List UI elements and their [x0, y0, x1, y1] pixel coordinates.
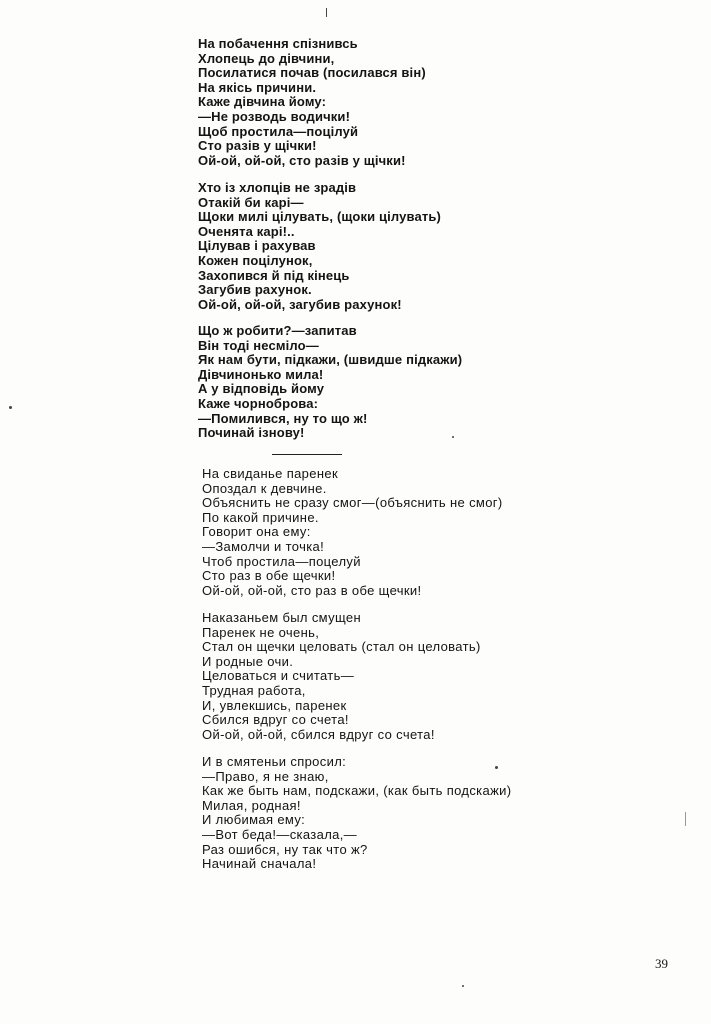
- verse-line: Опоздал к девчине.: [202, 480, 327, 496]
- paper-speck: [9, 406, 12, 409]
- verse-line: Цілував і рахував: [198, 238, 316, 254]
- verse-line: Чтоб простила—поцелуй: [202, 553, 361, 569]
- verse-line: Трудная работа,: [202, 682, 306, 698]
- verse-line: И в смятеньи спросил:: [202, 754, 347, 769]
- verse-line: По какой причине.: [202, 509, 319, 525]
- verse-line: Отакій би карі—: [198, 194, 304, 210]
- stanza-2: [198, 181, 558, 312]
- verse-line: Говорит она ему:: [202, 524, 311, 540]
- verse-line: —Замолчи и точка!: [202, 538, 325, 554]
- verse-line: Як нам бути, підкажи, (швидше підкажи): [198, 352, 463, 368]
- verse-line: Как же быть нам, подскажи, (как быть подскажи): [202, 783, 512, 799]
- verse-line: Ой-ой, ой-ой, сбился вдруг со счета!: [202, 726, 435, 742]
- verse-line: Посилатися почав (посилався він): [198, 65, 426, 81]
- verse-line: Раз ошибся, ну так что ж?: [202, 841, 368, 857]
- stanza-1: [198, 37, 558, 168]
- verse-line: И любимая ему:: [202, 812, 306, 828]
- verse-line: Він тоді несміло—: [198, 337, 319, 353]
- verse-line: —Помилився, ну то що ж!: [198, 410, 368, 426]
- verse-line: Починай ізнову!: [198, 425, 305, 441]
- verse-line: На якісь причини.: [198, 79, 317, 95]
- stanza-6: [202, 755, 562, 872]
- stanza-4: [202, 467, 562, 598]
- verse-line: —Не розводь водички!: [198, 108, 351, 124]
- paper-speck: [685, 812, 686, 826]
- paper-speck: [495, 766, 498, 769]
- stanza-5: [202, 611, 562, 742]
- verse-line: И, увлекшись, паренек: [202, 697, 347, 713]
- verse-line: Захопився й під кінець: [198, 267, 350, 283]
- verse-line: А у відповідь йому: [198, 381, 325, 397]
- verse-line: Оченята карі!..: [198, 223, 295, 239]
- stanza-3: [198, 324, 558, 441]
- verse-line: Ой-ой, ой-ой, загубив рахунок!: [198, 296, 402, 312]
- verse-line: На побачення спізнивсь: [198, 36, 358, 51]
- verse-line: Щоб простила—поцілуй: [198, 123, 359, 139]
- paper-speck: [452, 436, 454, 438]
- verse-line: Паренек не очень,: [202, 624, 320, 640]
- verse-line: Объяснить не сразу смог—(объяснить не смог): [202, 495, 503, 511]
- verse-line: Щоки милі цілувать, (щоки цілувать): [198, 209, 442, 225]
- verse-line: Стал он щечки целовать (стал он целовать): [202, 639, 481, 655]
- verse-line: На свиданье паренек: [202, 466, 338, 481]
- verse-line: Сто разів у щічки!: [198, 138, 317, 154]
- verse-line: И родные очи.: [202, 653, 294, 669]
- verse-line: Що ж робити?—запитав: [198, 323, 357, 338]
- verse-line: Начинай сначала!: [202, 856, 317, 872]
- verse-line: Наказаньем был смущен: [202, 610, 361, 625]
- verse-line: Ой-ой, ой-ой, сто разів у щічки!: [198, 152, 406, 168]
- verse-line: Милая, родная!: [202, 797, 301, 813]
- verse-line: Целоваться и считать—: [202, 668, 355, 684]
- paper-speck: [462, 985, 464, 987]
- verse-line: Дівчинонько мила!: [198, 366, 324, 382]
- section-divider: [272, 454, 342, 455]
- verse-line: —Вот беда!—сказала,—: [202, 826, 358, 842]
- verse-line: Каже чорноброва:: [198, 395, 319, 411]
- verse-line: Хто із хлопців не зрадів: [198, 180, 357, 195]
- verse-line: Сбился вдруг со счета!: [202, 712, 349, 728]
- verse-line: Сто раз в обе щечки!: [202, 568, 336, 584]
- page-number: 39: [655, 956, 668, 971]
- verse-line: —Право, я не знаю,: [202, 768, 329, 784]
- verse-line: Загубив рахунок.: [198, 282, 312, 298]
- verse-line: Кожен поцілунок,: [198, 252, 313, 268]
- verse-line: Ой-ой, ой-ой, сто раз в обе щечки!: [202, 582, 422, 598]
- verse-line: Каже дівчина йому:: [198, 94, 327, 110]
- verse-line: Хлопець до дівчини,: [198, 50, 335, 66]
- paper-speck: [326, 8, 327, 17]
